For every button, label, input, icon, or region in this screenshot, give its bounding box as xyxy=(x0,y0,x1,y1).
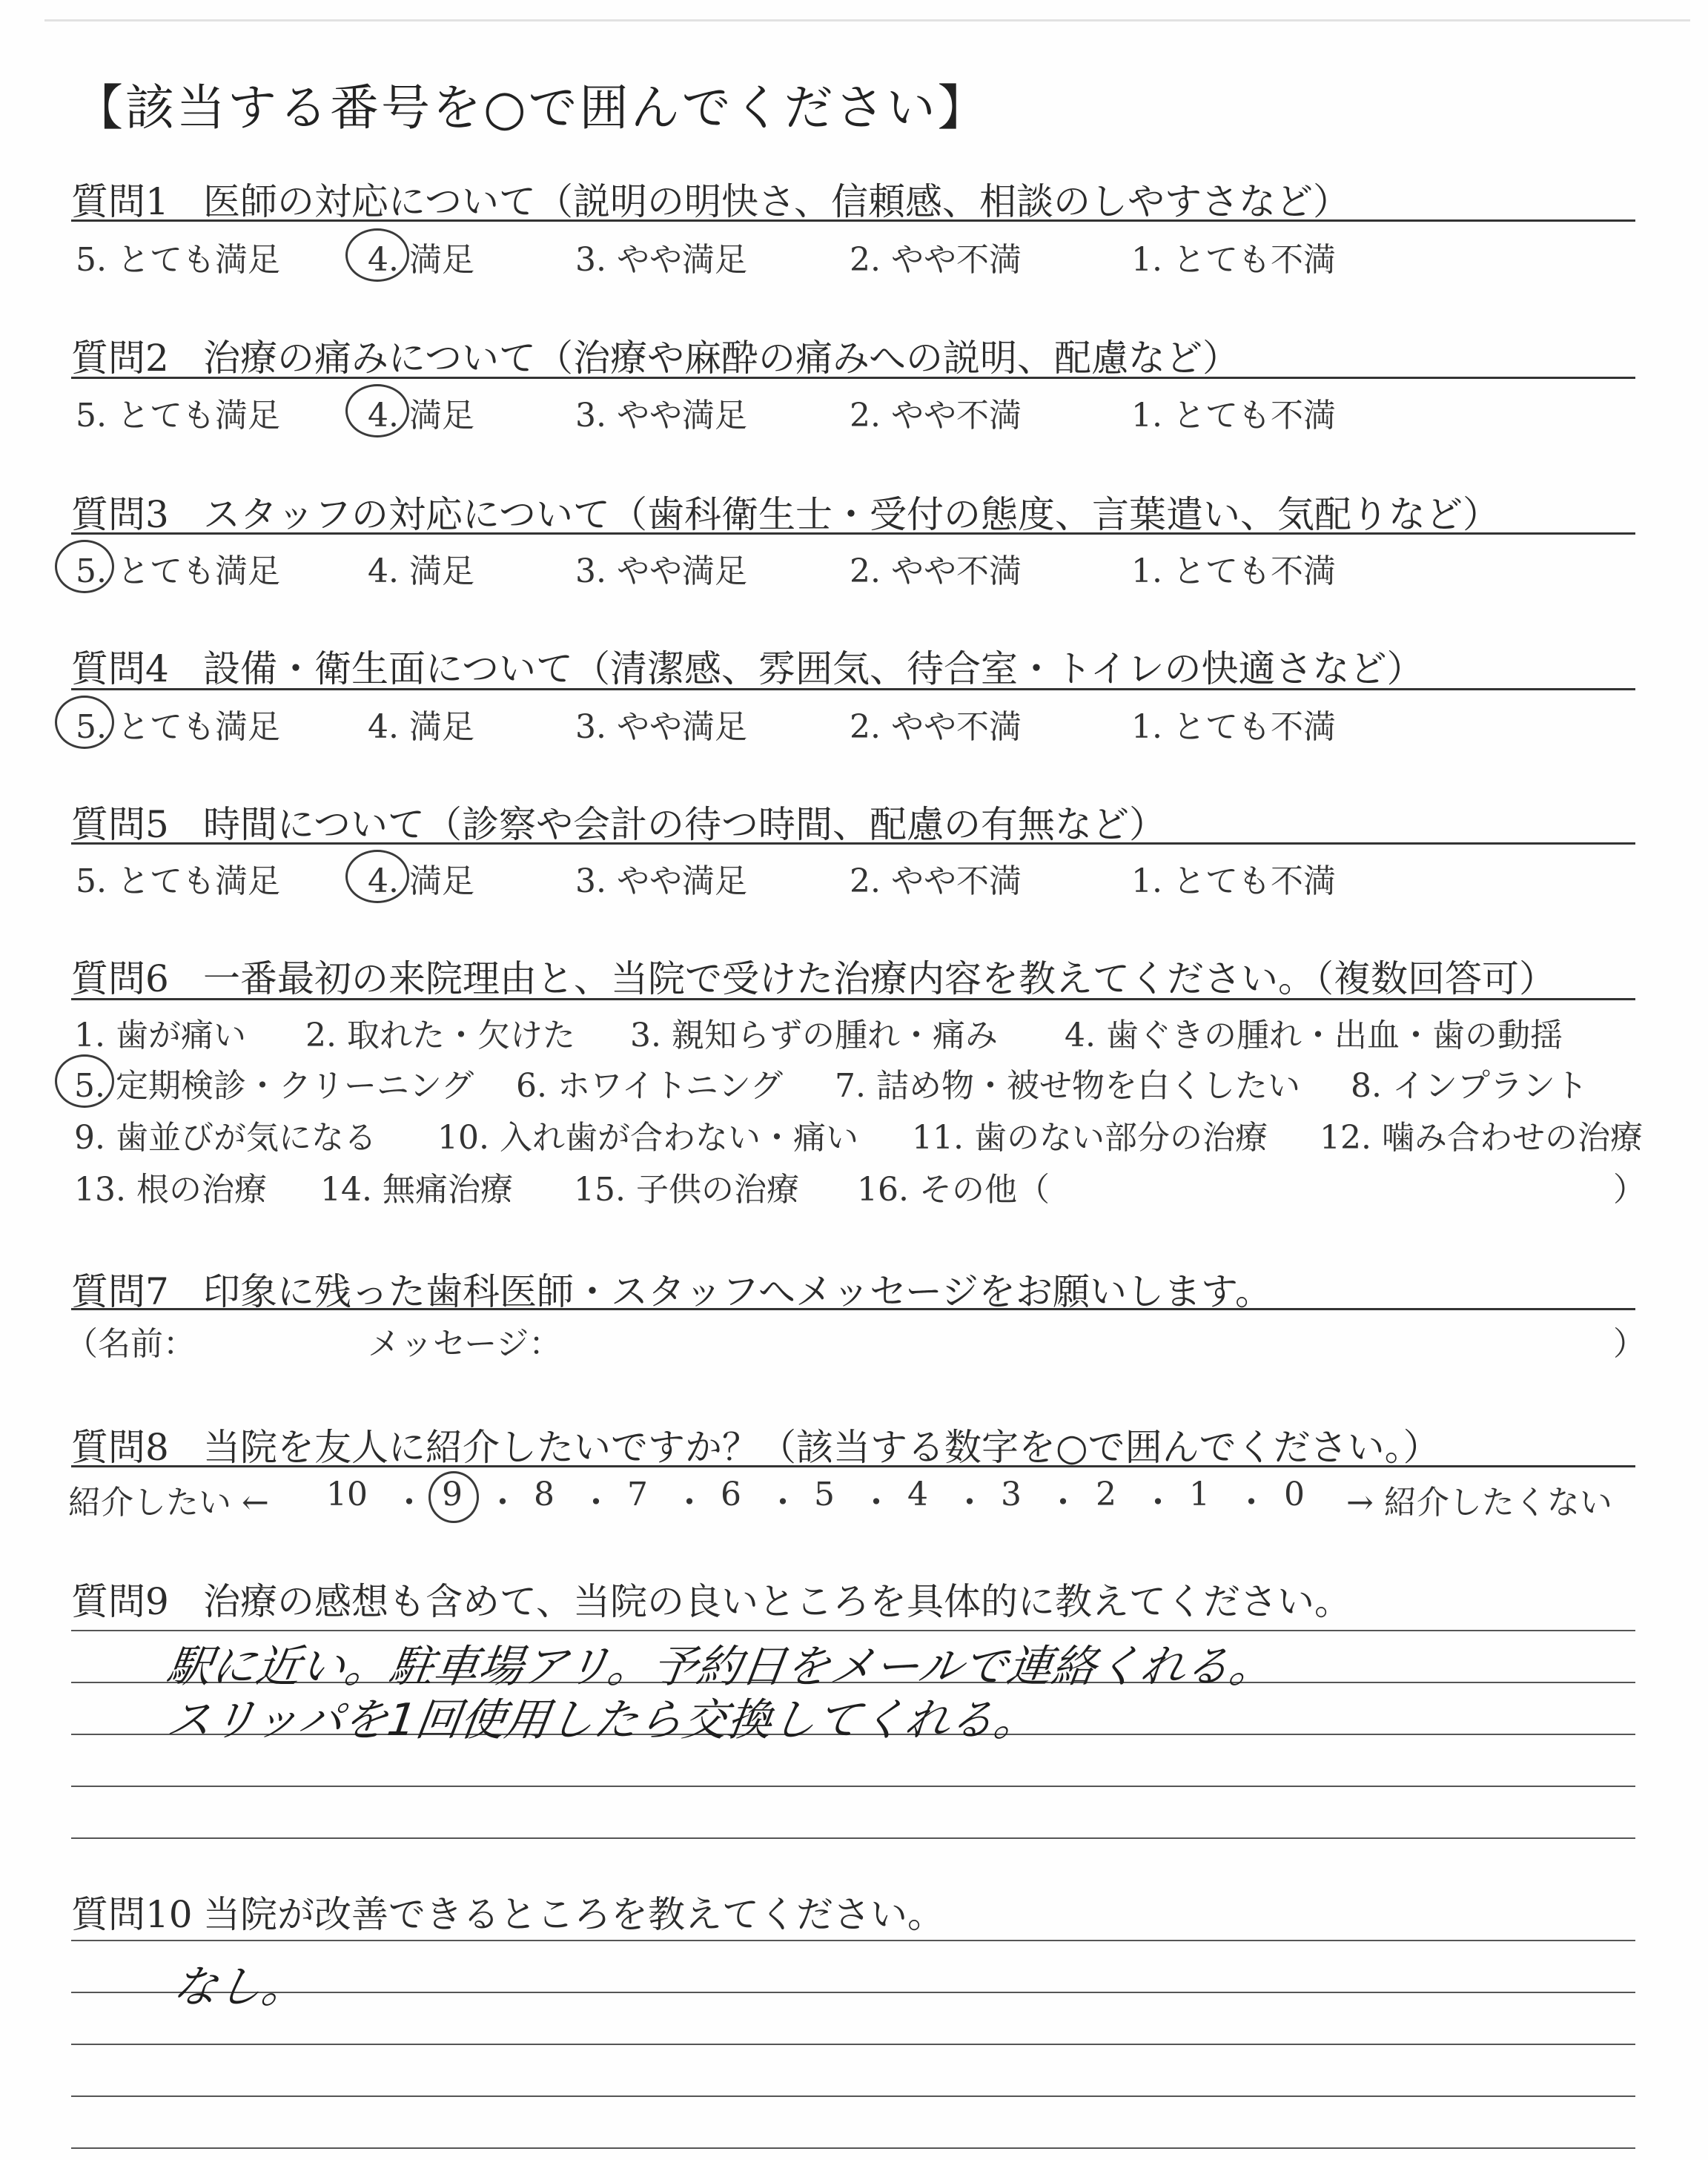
close-paren: ） xyxy=(1613,1325,1646,1363)
question-rule xyxy=(71,532,1635,535)
selected-answer-circle xyxy=(345,228,409,282)
close-paren: ） xyxy=(1613,1171,1646,1209)
question-number: 質問9 xyxy=(71,1580,169,1623)
question-number: 質問1 xyxy=(71,180,169,223)
question-9-title xyxy=(71,1572,1351,1625)
rating-option-4[interactable]: 4. 満足 xyxy=(368,241,474,279)
rating-option-1[interactable]: 1. とても不満 xyxy=(1131,862,1336,900)
question-4-title xyxy=(71,639,1424,693)
question-text: 当院が改善できるところを教えてください。 xyxy=(203,1893,944,1936)
selected-answer-circle xyxy=(428,1471,479,1523)
rating-option-1[interactable]: 1. とても不満 xyxy=(1131,241,1336,279)
rating-option-4[interactable]: 4. 満足 xyxy=(368,862,474,900)
recommend-right-label: → 紹介したくない xyxy=(1346,1484,1612,1522)
rating-option-4[interactable]: 4. 満足 xyxy=(368,397,474,435)
reason-option[interactable]: 6. ホワイトニング xyxy=(516,1067,784,1105)
scale-separator: ・ xyxy=(1142,1484,1174,1522)
rating-option-2[interactable]: 2. やや不満 xyxy=(850,708,1022,746)
question-text: 一番最初の来院理由と、当院で受けた治療内容を教えてください。（複数回答可） xyxy=(203,957,1556,1000)
instruction-header: 【該当する番号を○で囲んでください】 xyxy=(74,79,989,136)
scale-separator: ・ xyxy=(860,1484,893,1522)
question-3-title xyxy=(71,485,1500,538)
question-1-title xyxy=(71,172,1350,225)
rating-option-3[interactable]: 3. やや満足 xyxy=(575,397,747,435)
scale-separator: ・ xyxy=(1235,1484,1268,1522)
rating-option-3[interactable]: 3. やや満足 xyxy=(575,862,747,900)
scale-separator: ・ xyxy=(1047,1484,1079,1522)
question-rule xyxy=(71,998,1635,1000)
question-text: 医師の対応について（説明の明快さ、信頼感、相談のしやすさなど） xyxy=(203,180,1350,223)
reason-option[interactable]: 13. 根の治療 xyxy=(74,1171,267,1209)
reason-option[interactable]: 10. 入れ歯が合わない・痛い xyxy=(437,1119,858,1157)
question-2-title xyxy=(71,328,1239,382)
question-rule xyxy=(71,842,1635,845)
scale-separator: ・ xyxy=(953,1484,986,1522)
answer-line xyxy=(71,2095,1635,2097)
question-number: 質問3 xyxy=(71,493,169,536)
question-number: 質問2 xyxy=(71,337,169,380)
reason-option[interactable]: 16. その他（ xyxy=(857,1171,1050,1209)
question-text: スタッフの対応について（歯科衛生士・受付の態度、言葉遣い、気配りなど） xyxy=(203,493,1500,536)
scale-separator: ・ xyxy=(393,1484,426,1522)
recommend-left-label: 紹介したい ← xyxy=(68,1484,269,1522)
question-rule xyxy=(71,219,1635,222)
question-text: 設備・衛生面について（清潔感、雰囲気、待合室・トイレの快適さなど） xyxy=(203,647,1424,690)
rating-option-2[interactable]: 2. やや不満 xyxy=(850,241,1022,279)
reason-option[interactable]: 14. 無痛治療 xyxy=(320,1171,513,1209)
answer-line xyxy=(71,2044,1635,2045)
question-rule xyxy=(71,688,1635,690)
rating-option-5[interactable]: 5. とても満足 xyxy=(76,397,280,435)
reason-option[interactable]: 3. 親知らずの腫れ・痛み xyxy=(630,1017,998,1054)
question-text: 時間について（診察や会計の待つ時間、配慮の有無など） xyxy=(203,803,1166,846)
question-5-title xyxy=(71,795,1166,848)
selected-answer-circle xyxy=(345,850,409,903)
rating-option-5[interactable]: 5. とても満足 xyxy=(76,708,280,746)
scale-value[interactable]: 10 xyxy=(326,1476,368,1513)
reason-option[interactable]: 8. インプラント xyxy=(1351,1067,1588,1105)
reason-option[interactable]: 15. 子供の治療 xyxy=(574,1171,799,1209)
question-number: 質問5 xyxy=(71,803,169,846)
question-number: 質問4 xyxy=(71,647,169,690)
rating-option-2[interactable]: 2. やや不満 xyxy=(850,397,1022,435)
scale-value[interactable]: 2 xyxy=(1096,1476,1116,1513)
question-text: 治療の感想も含めて、当院の良いところを具体的に教えてください。 xyxy=(203,1580,1351,1623)
scale-value[interactable]: 5 xyxy=(814,1476,835,1513)
scale-value[interactable]: 9 xyxy=(442,1476,463,1513)
scale-value[interactable]: 4 xyxy=(907,1476,928,1513)
rating-option-2[interactable]: 2. やや不満 xyxy=(850,862,1022,900)
rating-option-1[interactable]: 1. とても不満 xyxy=(1131,708,1336,746)
rating-option-4[interactable]: 4. 満足 xyxy=(368,552,474,590)
handwritten-answer: なし。 xyxy=(169,1961,311,2013)
selected-answer-circle xyxy=(345,384,409,437)
question-6-title xyxy=(71,949,1556,1003)
answer-line xyxy=(71,1992,1635,1993)
name-label: （名前： xyxy=(65,1325,196,1363)
handwritten-answer: スリッパを1回使用したら交換してくれる。 xyxy=(163,1694,1042,1746)
rating-option-1[interactable]: 1. とても不満 xyxy=(1131,552,1336,590)
rating-option-3[interactable]: 3. やや満足 xyxy=(575,241,747,279)
scale-value[interactable]: 1 xyxy=(1189,1476,1210,1513)
answer-line xyxy=(71,1786,1635,1787)
question-text: 当院を友人に紹介したいですか？（該当する数字を○で囲んでください。） xyxy=(203,1426,1440,1469)
scale-value[interactable]: 6 xyxy=(721,1476,741,1513)
scale-separator: ・ xyxy=(767,1484,799,1522)
reason-option[interactable]: 12. 噛み合わせの治療 xyxy=(1320,1119,1643,1157)
handwritten-answer: 駅に近い。駐車場アリ。予約日をメールで連絡くれる。 xyxy=(163,1641,1278,1693)
reason-option[interactable]: 5. 定期検診・クリーニング xyxy=(74,1067,474,1105)
question-text: 印象に残った歯科医師・スタッフへメッセージをお願いします。 xyxy=(203,1270,1272,1313)
question-number: 質問8 xyxy=(71,1426,169,1469)
scale-separator: ・ xyxy=(580,1484,612,1522)
rating-option-5[interactable]: 5. とても満足 xyxy=(76,862,280,900)
reason-option[interactable]: 11. 歯のない部分の治療 xyxy=(912,1119,1268,1157)
rating-option-5[interactable]: 5. とても満足 xyxy=(76,241,280,279)
scale-separator: ・ xyxy=(486,1484,519,1522)
rating-option-4[interactable]: 4. 満足 xyxy=(368,708,474,746)
answer-line xyxy=(71,1837,1635,1839)
rating-option-2[interactable]: 2. やや不満 xyxy=(850,552,1022,590)
question-rule xyxy=(71,377,1635,379)
reason-option[interactable]: 2. 取れた・欠けた xyxy=(305,1017,575,1054)
selected-answer-circle xyxy=(55,1054,114,1108)
question-number: 質問10 xyxy=(71,1893,193,1936)
rating-option-1[interactable]: 1. とても不満 xyxy=(1131,397,1336,435)
question-text: 治療の痛みについて（治療や麻酔の痛みへの説明、配慮など） xyxy=(203,337,1239,380)
answer-line xyxy=(71,1940,1635,1941)
selected-answer-circle xyxy=(55,696,114,749)
reason-option[interactable]: 4. 歯ぐきの腫れ・出血・歯の動揺 xyxy=(1065,1017,1563,1054)
reason-option[interactable]: 1. 歯が痛い xyxy=(74,1017,246,1054)
question-8-title xyxy=(71,1418,1440,1471)
question-number: 質問6 xyxy=(71,957,169,1000)
scale-value[interactable]: 8 xyxy=(534,1476,555,1513)
rating-option-3[interactable]: 3. やや満足 xyxy=(575,552,747,590)
reason-option[interactable]: 7. 詰め物・被せ物を白くしたい xyxy=(835,1067,1300,1105)
selected-answer-circle xyxy=(55,540,114,593)
top-divider xyxy=(44,19,1690,22)
question-10-title xyxy=(71,1885,944,1938)
message-label: メッセージ： xyxy=(368,1325,562,1363)
rating-option-5[interactable]: 5. とても満足 xyxy=(76,552,280,590)
scale-value[interactable]: 7 xyxy=(627,1476,648,1513)
question-rule xyxy=(71,1465,1635,1467)
rating-option-3[interactable]: 3. やや満足 xyxy=(575,708,747,746)
question-number: 質問7 xyxy=(71,1270,169,1313)
scale-value[interactable]: 0 xyxy=(1284,1476,1305,1513)
scale-value[interactable]: 3 xyxy=(1001,1476,1022,1513)
question-rule xyxy=(71,1308,1635,1310)
scale-separator: ・ xyxy=(673,1484,706,1522)
reason-option[interactable]: 9. 歯並びが気になる xyxy=(74,1119,377,1157)
answer-line xyxy=(71,2147,1635,2149)
